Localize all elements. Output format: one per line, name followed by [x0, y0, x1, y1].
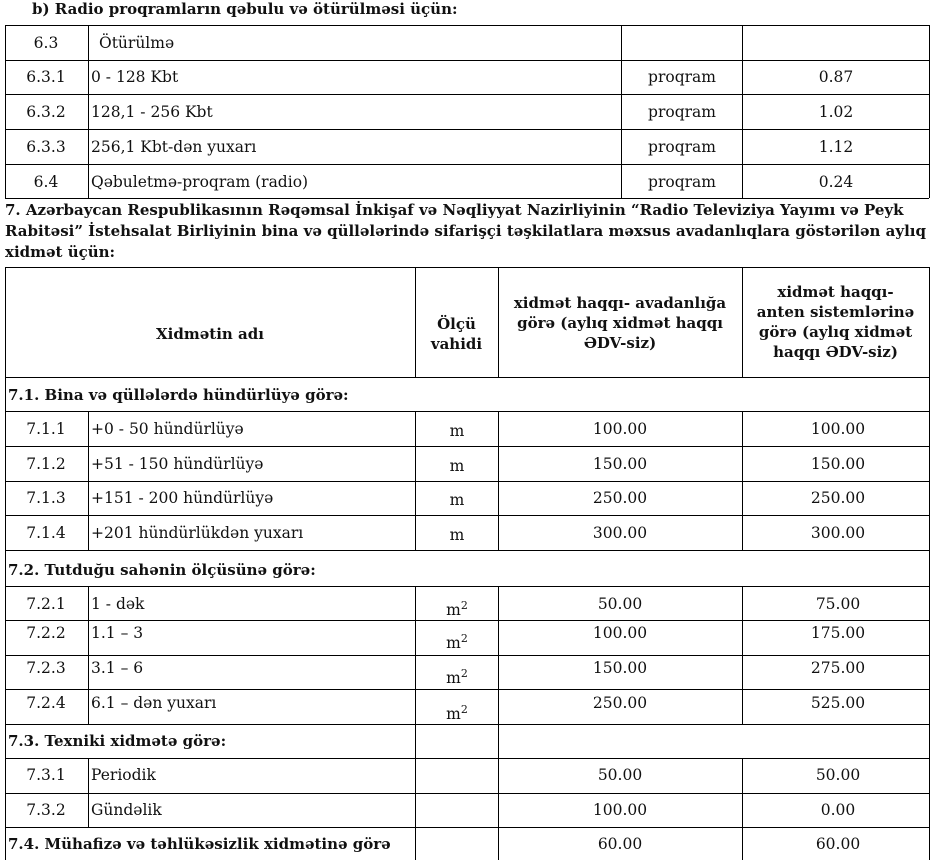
rule	[929, 267, 930, 860]
row-value: 1.02	[818, 103, 854, 121]
row-name: +51 - 150 hündürlüyə	[91, 455, 264, 473]
rule	[5, 586, 929, 587]
row-code: 7.1.1	[26, 420, 66, 438]
rule	[5, 620, 929, 621]
row-name: Periodik	[91, 766, 156, 784]
row-code: 6.3.1	[26, 68, 66, 86]
rule	[415, 411, 416, 550]
row-equipment-fee: 150.00	[592, 659, 648, 677]
rule	[5, 793, 929, 794]
row-code: 7.2.3	[26, 659, 66, 677]
rule	[621, 25, 622, 198]
unit-m: m	[446, 634, 461, 652]
row-unit: proqram	[648, 138, 716, 156]
row-equipment-fee: 50.00	[597, 766, 643, 784]
unit-m: m	[446, 601, 461, 619]
rule	[742, 411, 743, 550]
row-name: Gündəlik	[91, 801, 162, 819]
row-equipment-fee: 50.00	[597, 595, 643, 613]
rule	[88, 758, 89, 827]
rule	[88, 25, 89, 198]
section-b-title: b) Radio proqramların qəbulu və ötürülməsi üçün:	[32, 0, 458, 18]
rule	[415, 586, 416, 724]
row-value: 1.12	[818, 138, 854, 156]
row-antenna-fee: 50.00	[815, 766, 861, 784]
row-unit: m	[449, 457, 465, 475]
rule	[88, 411, 89, 550]
rule	[5, 827, 929, 828]
row-unit	[446, 669, 468, 687]
row-name: 1.1 – 3	[91, 624, 144, 642]
row-antenna-fee: 175.00	[810, 624, 866, 642]
subsection-7-3-title: 7.3. Texniki xidmətə görə:	[8, 732, 227, 750]
row-code: 6.3.3	[26, 138, 66, 156]
row-unit: m	[449, 491, 465, 509]
row-equipment-fee: 100.00	[592, 420, 648, 438]
rule	[5, 481, 929, 482]
row-equipment-fee: 100.00	[592, 801, 648, 819]
rule	[5, 515, 929, 516]
row-code: 7.2.1	[26, 595, 66, 613]
rule	[5, 94, 929, 95]
rule	[415, 724, 416, 758]
row-unit: proqram	[648, 68, 716, 86]
unit-m: m	[446, 705, 461, 723]
header-antenna-line: görə (aylıq xidmət	[758, 323, 913, 341]
row-name: 6.1 – dən yuxarı	[91, 694, 217, 712]
row-name: +151 - 200 hündürlüyə	[91, 489, 274, 507]
subsection-7-1-title: 7.1. Bina və qüllələrdə hündürlüyə görə:	[8, 386, 349, 404]
header-unit-line: vahidi	[430, 335, 483, 353]
header-equipment-line: xidmət haqqı- avadanlığa	[513, 294, 727, 312]
header-unit-line: Ölçü	[437, 315, 476, 333]
unit-m: m	[446, 669, 461, 687]
row-name: 256,1 Kbt-dən yuxarı	[91, 138, 257, 156]
row-7-4-title: 7.4. Mühafizə və təhlükəsizlik xidmətinə görə	[8, 835, 391, 853]
row-unit: proqram	[648, 173, 716, 191]
rule	[498, 758, 499, 860]
row-equipment-fee: 300.00	[592, 524, 648, 542]
header-equipment-line: görə (aylıq xidmət haqqı	[517, 314, 723, 332]
row-code: 7.2.2	[26, 624, 66, 642]
row-code: 7.3.2	[26, 801, 66, 819]
row-code: 6.3	[33, 34, 59, 52]
rule	[415, 758, 416, 860]
row-unit	[446, 634, 468, 652]
rule	[742, 25, 743, 198]
header-service-name: Xidmətin adı	[156, 325, 264, 343]
row-name: 1 - dək	[91, 595, 145, 613]
rule	[5, 724, 929, 725]
row-antenna-fee: 60.00	[815, 835, 861, 853]
row-code: 7.1.3	[26, 489, 66, 507]
header-antenna-line: haqqı ƏDV-siz)	[773, 343, 898, 361]
row-antenna-fee: 0.00	[820, 801, 856, 819]
rule	[5, 655, 929, 656]
rule	[5, 411, 929, 412]
rule	[498, 724, 499, 758]
row-name: +0 - 50 hündürlüyə	[91, 420, 244, 438]
rule	[5, 25, 6, 198]
row-unit: m	[449, 526, 465, 544]
header-unit	[415, 314, 498, 354]
row-name: Ötürülmə	[99, 34, 175, 52]
row-code: 7.3.1	[26, 766, 66, 784]
row-antenna-fee: 75.00	[815, 595, 861, 613]
row-code: 7.1.2	[26, 455, 66, 473]
rule	[929, 25, 930, 198]
rule	[5, 164, 929, 165]
row-equipment-fee: 150.00	[592, 455, 648, 473]
unit-exponent: 2	[460, 703, 468, 716]
rule	[5, 60, 929, 61]
row-code: 6.3.2	[26, 103, 66, 121]
rule	[5, 267, 6, 860]
row-name: 128,1 - 256 Kbt	[91, 103, 213, 121]
unit-exponent: 2	[460, 667, 468, 680]
row-code: 7.2.4	[26, 694, 66, 712]
header-antenna-line: anten sistemlərinə	[756, 303, 915, 321]
row-antenna-fee: 250.00	[810, 489, 866, 507]
rule	[5, 25, 929, 26]
row-name: Qəbuletmə-proqram (radio)	[91, 173, 309, 191]
row-value: 0.87	[818, 68, 854, 86]
header-antenna-line: xidmət haqqı-	[777, 283, 894, 301]
row-unit	[446, 601, 468, 619]
rule	[5, 689, 929, 690]
row-equipment-fee: 250.00	[592, 489, 648, 507]
row-antenna-fee: 100.00	[810, 420, 866, 438]
header-equipment-line: ƏDV-siz)	[583, 334, 657, 352]
row-code: 7.1.4	[26, 524, 66, 542]
rule	[5, 550, 929, 551]
rule	[742, 586, 743, 724]
row-antenna-fee: 150.00	[810, 455, 866, 473]
row-equipment-fee: 60.00	[597, 835, 643, 853]
row-unit: m	[449, 422, 465, 440]
row-equipment-fee: 250.00	[592, 694, 648, 712]
row-name: 0 - 128 Kbt	[91, 68, 179, 86]
rule	[5, 129, 929, 130]
rule	[5, 446, 929, 447]
section-7-title: 7. Azərbaycan Respublikasının Rəqəmsal İnkişaf və Nəqliyyat Nazirliyinin “Radio Televiziya Yayımı və Peyk Rabitəsi” İstehsalat Birliyinin bina və qüllələrində sifarişçi təşkilatlara məxsus avadanlıqlara göstərilən aylıq xidmət üçün:	[5, 201, 926, 261]
row-antenna-fee: 525.00	[810, 694, 866, 712]
rule	[5, 758, 929, 759]
unit-exponent: 2	[460, 599, 468, 612]
row-name: 3.1 – 6	[91, 659, 144, 677]
row-antenna-fee: 300.00	[810, 524, 866, 542]
row-unit: proqram	[648, 103, 716, 121]
row-unit	[446, 705, 468, 723]
row-value: 0.24	[818, 173, 854, 191]
rule	[5, 377, 929, 378]
rule	[88, 586, 89, 724]
row-equipment-fee: 100.00	[592, 624, 648, 642]
row-name: +201 hündürlükdən yuxarı	[91, 524, 304, 542]
rule	[5, 267, 929, 268]
unit-exponent: 2	[460, 632, 468, 645]
row-code: 6.4	[33, 173, 59, 191]
subsection-7-2-title: 7.2. Tutduğu sahənin ölçüsünə görə:	[8, 561, 316, 579]
rule	[498, 411, 499, 550]
rule	[742, 758, 743, 860]
rule	[5, 198, 929, 199]
row-antenna-fee: 275.00	[810, 659, 866, 677]
rule	[498, 586, 499, 724]
header-antenna-fee	[742, 282, 929, 362]
header-equipment-fee	[498, 293, 742, 353]
